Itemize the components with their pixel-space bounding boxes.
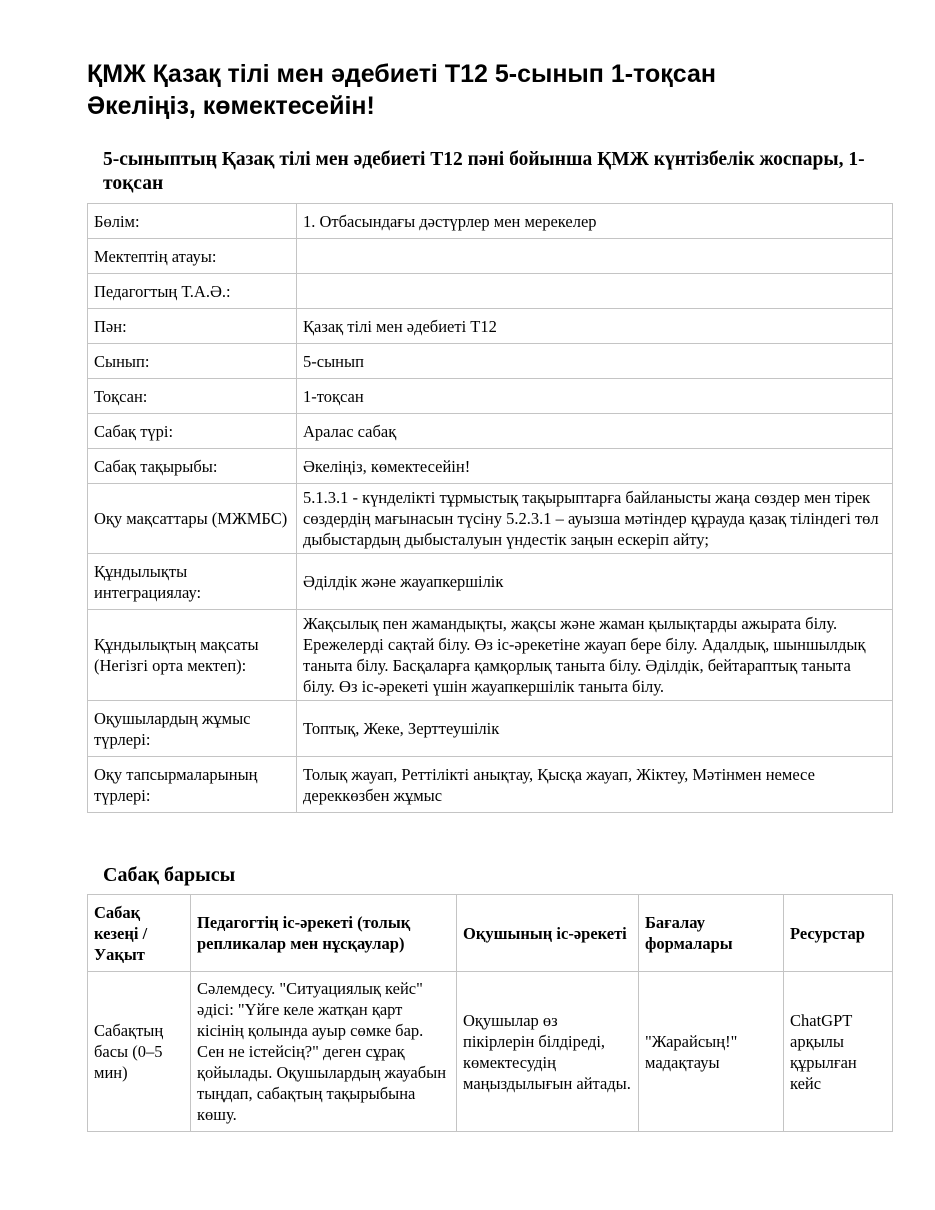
table-cell: ChatGPT арқылы құрылған кейс [784, 972, 893, 1132]
info-key: Оқушылардың жұмыс түрлері: [88, 701, 297, 757]
table-row [88, 972, 893, 1132]
info-value: Әділдік және жауапкершілік [297, 554, 893, 610]
table-cell: "Жарайсың!" мадақтауы [639, 972, 784, 1132]
table-row [88, 449, 893, 484]
column-header: Ресурстар [784, 895, 893, 972]
lesson-plan-table [87, 894, 893, 1132]
table-row [88, 414, 893, 449]
table-row [88, 204, 893, 239]
info-key: Педагогтың Т.А.Ә.: [88, 274, 297, 309]
table-row [88, 239, 893, 274]
column-header: Бағалау формалары [639, 895, 784, 972]
info-value: 1. Отбасындағы дәстүрлер мен мерекелер [297, 204, 893, 239]
info-value: 5.1.3.1 - күнделікті тұрмыстық тақырыптарға байланысты жаңа сөздер мен тірек сөздердің мағынасын түсіну 5.2.3.1 – ауызша мәтіндер құрауда қазақ тіліндегі төл дыбыстардың дыбысталуын үндестік заңын ескеріп айту; [297, 484, 893, 554]
info-key: Тоқсан: [88, 379, 297, 414]
info-key: Мектептің атауы: [88, 239, 297, 274]
info-value: Қазақ тілі мен әдебиеті Т12 [297, 309, 893, 344]
info-key: Құндылықты интеграциялау: [88, 554, 297, 610]
table-row [88, 484, 893, 554]
table-cell: Сабақтың басы (0–5 мин) [88, 972, 191, 1132]
table-row [88, 610, 893, 701]
info-key: Оқу тапсырмаларының түрлері: [88, 757, 297, 813]
info-key: Оқу мақсаттары (МЖМБС) [88, 484, 297, 554]
info-value [297, 274, 893, 309]
column-header: Сабақ кезеңі / Уақыт [88, 895, 191, 972]
table-row [88, 309, 893, 344]
info-key: Бөлім: [88, 204, 297, 239]
lesson-info-table [87, 203, 893, 813]
info-value: Аралас сабақ [297, 414, 893, 449]
info-value: Толық жауап, Реттілікті анықтау, Қысқа жауап, Жіктеу, Мәтінмен немесе дереккөзбен жұмыс [297, 757, 893, 813]
info-key: Пән: [88, 309, 297, 344]
title-line-1: ҚМЖ Қазақ тілі мен әдебиеті Т12 5-сынып 1-тоқсан [87, 60, 716, 88]
plan-subtitle: 5-сыныптың Қазақ тілі мен әдебиеті Т12 пәні бойынша ҚМЖ күнтізбелік жоспары, 1-тоқсан [103, 149, 865, 194]
column-header: Педагогтің іс-әрекеті (толық репликалар мен нұсқаулар) [191, 895, 457, 972]
document-title [87, 58, 907, 122]
table-cell: Сәлемдесу. "Ситуациялық кейс" әдісі: "Үйге келе жатқан қарт кісінің қолында ауыр сөмке бар. Сен не істейсің?" деген сұрақ қойылады. Оқушылардың жауабын тыңдап, сабақтың тақырыбына көшу. [191, 972, 457, 1132]
table-header-row [88, 895, 893, 972]
table-cell: Оқушылар өз пікірлерін білдіреді, көмектесудің маңыздылығын айтады. [457, 972, 639, 1132]
info-key: Сабақ тақырыбы: [88, 449, 297, 484]
info-value: Әкеліңіз, көмектесейін! [297, 449, 893, 484]
info-key: Сынып: [88, 344, 297, 379]
table-row [88, 274, 893, 309]
table-row [88, 344, 893, 379]
info-value: Жақсылық пен жамандықты, жақсы және жаман қылықтарды ажырата білу. Ережелерді сақтай білу. Өз іс-әрекетіне жауап бере білу. Адалдық, шыншылдық таныта білу. Басқаларға қамқорлық таныта білу. Әділдік, бейтараптық таныта білу. Өз іс-әрекеті үшін жауапкершілік таныта білу. [297, 610, 893, 701]
info-value: 5-сынып [297, 344, 893, 379]
info-value: Топтық, Жеке, Зерттеушілік [297, 701, 893, 757]
title-line-2: Әкеліңіз, көмектесейін! [87, 92, 375, 120]
column-header: Оқушының іс-әрекеті [457, 895, 639, 972]
section-title: Сабақ барысы [103, 864, 236, 886]
table-row [88, 701, 893, 757]
info-value [297, 239, 893, 274]
info-value: 1-тоқсан [297, 379, 893, 414]
table-row [88, 757, 893, 813]
table-row [88, 554, 893, 610]
info-key: Құндылықтың мақсаты (Негізгі орта мектеп): [88, 610, 297, 701]
info-key: Сабақ түрі: [88, 414, 297, 449]
table-row [88, 379, 893, 414]
